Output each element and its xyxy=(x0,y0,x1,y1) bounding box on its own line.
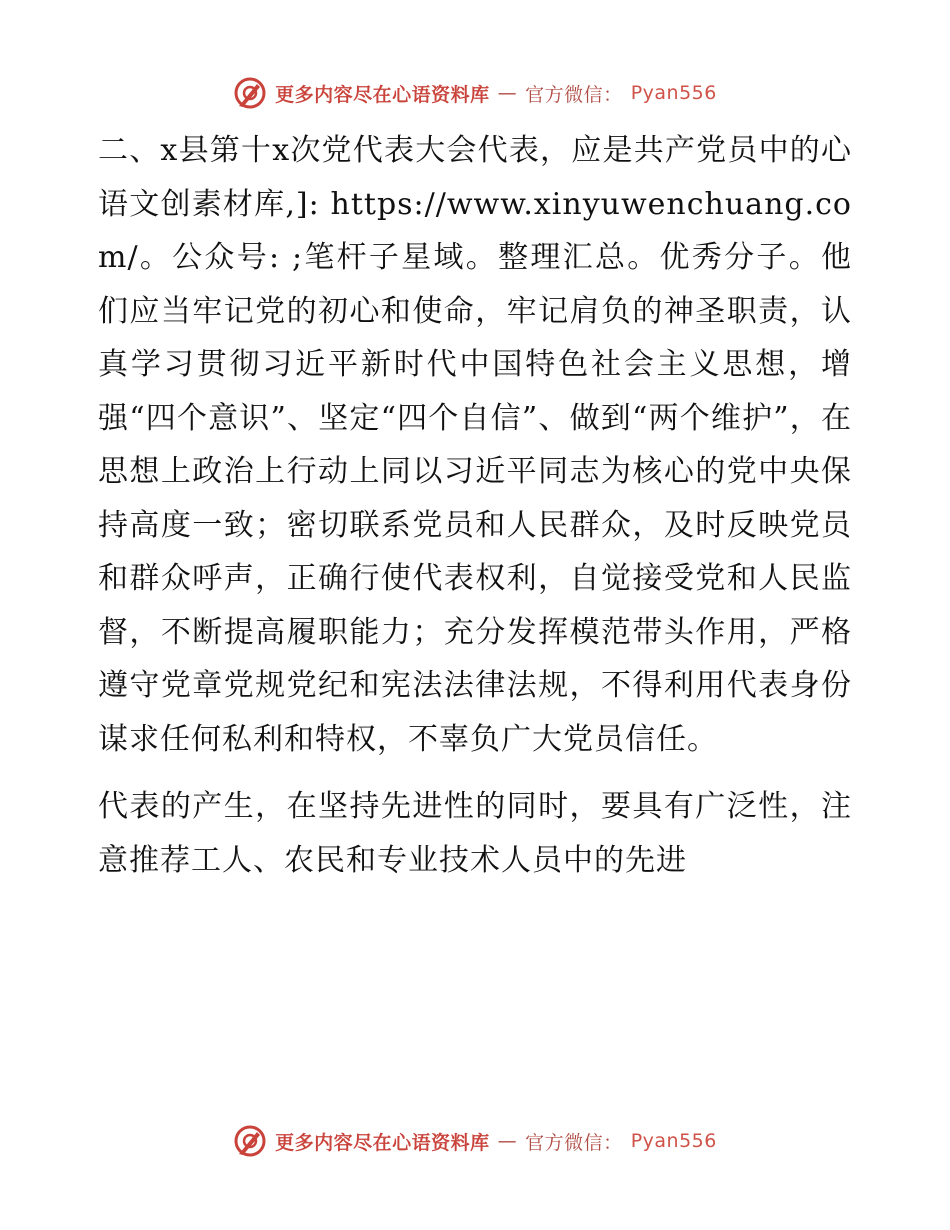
footer-banner xyxy=(0,1124,950,1158)
banner-wechat-handle: Pyan556 xyxy=(630,1130,717,1152)
banner-label: 更多内容尽在心语资料库 xyxy=(275,83,490,106)
banner-separator: — xyxy=(497,1130,518,1152)
banner-official-label: 官方微信： xyxy=(525,1131,623,1154)
header-banner xyxy=(0,76,950,110)
banner-official-label: 官方微信： xyxy=(525,83,623,106)
banner-label: 更多内容尽在心语资料库 xyxy=(275,1131,490,1154)
paragraph-delegate-qualifications: 二、x县第十x次党代表大会代表，应是共产党员中的心语文创素材库,]: https://www.xinyuwenchuang.com/。公众号: ;笔杆子星域。整理汇总。优秀分子。他们应当牢记党的初心和使命，牢记肩负的神圣职责，认真学习贯彻习近平新时代中国特色社会主义思想，增强“四个意识”、坚定“四个自信”、做到“两个维护”，在思想上政治上行动上同以习近平同志为核心的党中央保持高度一致；密切联系党员和人民群众，及时反映党员和群众呼声，正确行使代表权利，自觉接受党和人民监督，不断提高履职能力；充分发挥模范带头作用，严格遵守党章党规党纪和宪法法律法规，不得利用代表身份谋求任何私利和特权，不辜负广大党员信任。 xyxy=(98,133,852,757)
banner-wechat-handle: Pyan556 xyxy=(630,82,717,104)
banner-separator: — xyxy=(497,82,518,104)
quill-logo-icon xyxy=(233,1124,267,1158)
paragraph-delegate-selection: 代表的产生，在坚持先进性的同时，要具有广泛性，注意推荐工人、农民和专业技术人员中的先进 xyxy=(98,789,852,878)
quill-logo-icon xyxy=(233,76,267,110)
document-body xyxy=(98,124,852,887)
